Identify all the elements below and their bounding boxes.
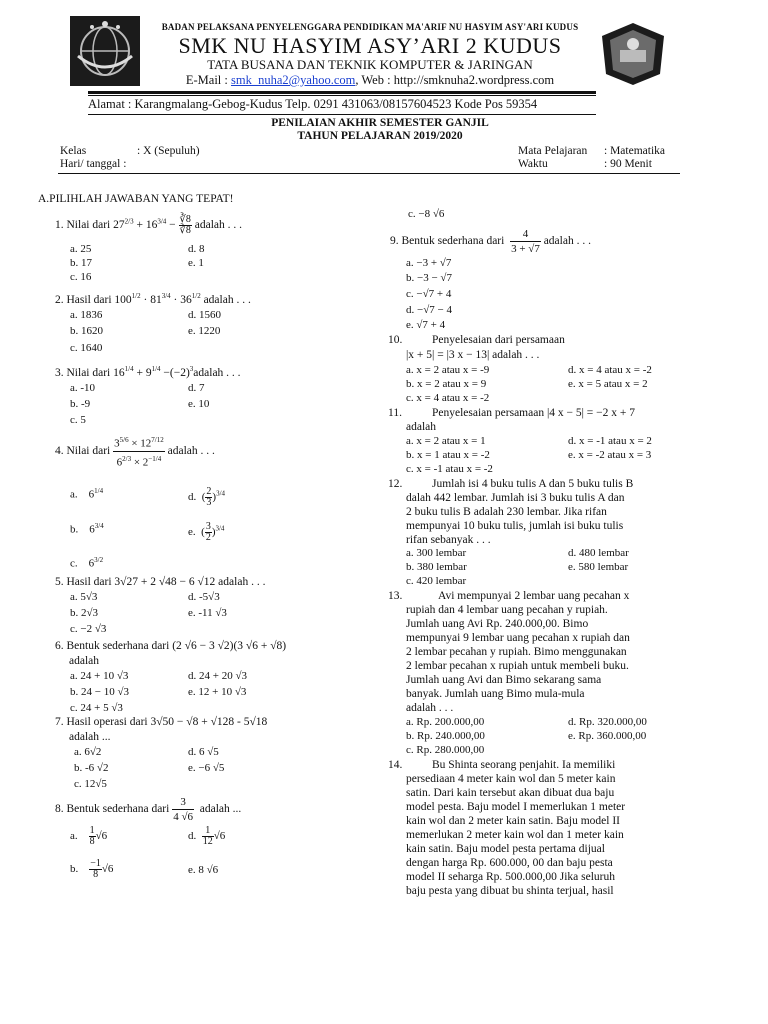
section-heading: A.PILIHLAH JAWABAN YANG TEPAT! (38, 193, 234, 205)
nu-logo (70, 16, 140, 86)
q9-fraction: $\frac{4}{3 + √7}$ (511, 228, 540, 255)
q4-option-b[interactable]: b. $6^{3/4}$ (70, 522, 104, 536)
q9-option-e[interactable]: e. √7 + 4 (406, 319, 446, 331)
q8-option-c[interactable]: c. −8 √6 (408, 208, 445, 220)
question-5: 5. Hasil dari 3√27 + 2 √48 − 6 √12 adalah . . . (55, 576, 266, 588)
q1-option-a[interactable]: a. 25 (70, 243, 92, 255)
address-divider (88, 114, 596, 115)
question-8-stem: 8. Bentuk sederhana dari (55, 803, 170, 816)
subject-value: : Matematika (604, 145, 665, 157)
question-8 (55, 795, 241, 824)
q8-option-e[interactable]: e. 8 √6 (188, 864, 219, 876)
q13-option-b[interactable]: b. Rp. 240.000,00 (406, 730, 485, 742)
website-text: , Web : http://smknuha2.wordpress.com (355, 73, 555, 87)
time-label: Waktu (518, 158, 548, 170)
subject-label: Mata Pelajaran (518, 145, 588, 157)
q12-option-b[interactable]: b. 380 lembar (406, 561, 467, 573)
q10-option-a[interactable]: a. x = 2 atau x = -9 (406, 364, 490, 376)
q4-option-c-label: c. (70, 557, 78, 570)
question-6: 6. Bentuk sederhana dari (2 √6 − 3 √2)(3 √6 + √8) (55, 640, 287, 652)
q1-option-b[interactable]: b. 17 (70, 257, 92, 269)
q7-option-a[interactable]: a. 6√2 (74, 746, 102, 758)
header-divider-top (88, 91, 596, 94)
q8-option-b-label: b. (70, 863, 79, 876)
question-10-line2: |x + 5| = |3 x − 13| adalah . . . (406, 349, 540, 361)
q2-option-e[interactable]: e. 1220 (188, 325, 221, 337)
q7-option-c[interactable]: c. 12√5 (74, 778, 107, 790)
q4-option-d[interactable]: d. ( $\frac{2}{3}$ )$^{3/4}$ (188, 486, 226, 508)
email-label: E-Mail : (185, 73, 232, 87)
q2-option-b[interactable]: b. 1620 (70, 325, 103, 337)
q2-option-d[interactable]: d. 1560 (188, 309, 221, 321)
question-13-number: 13. (388, 590, 403, 602)
time-value: : 90 Menit (604, 158, 652, 170)
question-4 (55, 433, 215, 469)
school-emblem-icon (600, 22, 666, 86)
q6-option-c[interactable]: c. 24 + 5 √3 (70, 702, 123, 714)
q12-option-c[interactable]: c. 420 lembar (406, 575, 467, 587)
q13-option-d[interactable]: d. Rp. 320.000,00 (568, 716, 647, 728)
question-2-tail: adalah . . . (203, 293, 251, 306)
question-11-line2: adalah (406, 421, 437, 433)
question-13-line7: Jumlah uang Avi dan Bimo sekarang sama (406, 674, 602, 686)
question-13-line9: adalah . . . (406, 702, 454, 714)
question-12-line1: Jumlah isi 4 buku tulis A dan 5 buku tulis B (432, 478, 634, 490)
q12-option-e[interactable]: e. 580 lembar (568, 561, 629, 573)
q4-option-d-label: d. (188, 491, 197, 504)
q9-option-b[interactable]: b. −3 − √7 (406, 272, 452, 284)
q3-option-a[interactable]: a. -10 (70, 382, 96, 394)
q10-option-e[interactable]: e. x = 5 atau x = 2 (568, 378, 648, 390)
question-9 (390, 227, 591, 256)
question-3-stem: 3. Nilai dari (55, 366, 111, 379)
question-14-line7: kain satin. Baju model pesta pertama dijual (406, 843, 605, 855)
exam-title: PENILAIAN AKHIR SEMESTER GANJIL (271, 117, 489, 129)
question-9-tail: adalah . . . (543, 235, 591, 248)
question-13-line6: 2 lembar pecahan x rupiah untuk membeli buku. (406, 660, 629, 672)
question-14-line6: memerlukan 2 meter kain wol dan 1 meter kain (406, 829, 624, 841)
question-14-line10: baju pesta yang dibuat bu shinta terjual, hasil (406, 885, 614, 897)
question-10-number: 10. (388, 334, 403, 346)
q8-option-a[interactable]: a. $\frac{1}{8}$ √6 (70, 825, 108, 847)
q2-option-c[interactable]: c. 1640 (70, 342, 103, 354)
q4-fraction: $\frac{3^{5/6} \times 12^{7/12}}{6^{2/3} \times 2^{-1/4}}$ (113, 433, 165, 469)
question-13-line1: Avi mempunyai 2 lembar uang pecahan x (438, 590, 630, 602)
question-11-number: 11. (388, 407, 402, 419)
q9-option-d[interactable]: d. −√7 − 4 (406, 304, 452, 316)
q7-option-b[interactable]: b. -6 √2 (74, 762, 109, 774)
q9-option-a[interactable]: a. −3 + √7 (406, 257, 452, 269)
q6-option-d[interactable]: d. 24 + 20 √3 (188, 670, 247, 682)
question-2-stem: 2. Hasil dari (55, 293, 112, 306)
q5-option-e[interactable]: e. -11 √3 (188, 607, 227, 619)
question-1-stem: 1. Nilai dari 27 (55, 219, 125, 232)
q11-option-e[interactable]: e. x = -2 atau x = 3 (568, 449, 652, 461)
q6-option-e[interactable]: e. 12 + 10 √3 (188, 686, 247, 698)
question-11: Penyelesaian persamaan |4 x − 5| = −2 x + 7 (432, 407, 635, 419)
question-2: 2. Hasil dari $100^{1/2} \cdot 81^{3/4} \cdot 36^{1/2}$ adalah . . . (55, 292, 251, 306)
q4-option-b-label: b. (70, 523, 79, 536)
question-4-stem: 4. Nilai dari (55, 444, 111, 457)
q13-option-a[interactable]: a. Rp. 200.000,00 (406, 716, 485, 728)
q5-option-a[interactable]: a. 5√3 (70, 591, 98, 603)
question-13-line2: rupiah dan 4 lembar uang pecahan y rupiah. (406, 604, 608, 616)
question-3-tail: adalah . . . (193, 366, 241, 379)
question-14-line4: model pesta. Baju model I memerlukan 1 meter (406, 801, 626, 813)
question-12-line5: rifan sebanyak . . . (406, 534, 491, 546)
question-1: 1. Nilai dari $27^{2/3} + 16^{3/4}$ − $\frac{∛8}{∛8}$ adalah . . . (55, 214, 243, 236)
q13-option-e[interactable]: e. Rp. 360.000,00 (568, 730, 647, 742)
school-programs: TATA BUSANA DAN TEKNIK KOMPUTER & JARINGAN (207, 57, 533, 72)
q7-option-e[interactable]: e. −6 √5 (188, 762, 225, 774)
question-12-line4: mempunyai 10 buku tulis, jumlah isi buku tulis (406, 520, 624, 532)
question-14-line3: satin. Dari kain tersebut akan dibuat dua baju (406, 787, 615, 799)
date-label: Hari/ tanggal : (60, 158, 127, 170)
q10-option-c[interactable]: c. x = 4 atau x = -2 (406, 392, 490, 404)
q3-option-b[interactable]: b. -9 (70, 398, 91, 410)
q1-option-c[interactable]: c. 16 (70, 271, 92, 283)
header-divider-bottom (88, 95, 596, 96)
q1-fraction: $\frac{∛8}{∛8}$ (179, 214, 191, 236)
question-6-line2: adalah (69, 655, 100, 667)
q8-option-d-label: d. (188, 830, 197, 843)
q3-option-c[interactable]: c. 5 (70, 414, 86, 426)
question-7: 7. Hasil operasi dari 3√50 − √8 + √128 - 5√18 (55, 716, 268, 728)
q10-option-d[interactable]: d. x = 4 atau x = -2 (568, 364, 652, 376)
class-value: : X (Sepuluh) (137, 145, 200, 157)
class-label: Kelas (60, 145, 87, 157)
question-4-tail: adalah . . . (167, 444, 215, 457)
question-13-line5: 2 lembar pecahan y rupiah. Bimo menggunakan (406, 646, 627, 658)
question-13-line4: mempunyai 9 lembar uang pecahan x rupiah dan (406, 632, 630, 644)
q8-fraction: $\frac{3}{4 √6}$ (173, 796, 193, 823)
question-7-line2: adalah ... (69, 731, 111, 743)
q2-option-a[interactable]: a. 1836 (70, 309, 103, 321)
school-name: SMK NU HASYIM ASY’ARI 2 KUDUS (178, 33, 562, 58)
question-12-line2: dalah 442 lembar. Jumlah isi 3 buku tulis A dan (406, 492, 625, 504)
q8-option-a-label: a. (70, 830, 78, 843)
q11-option-c[interactable]: c. x = -1 atau x = -2 (406, 463, 493, 475)
q4-option-a[interactable]: a. $6^{1/4}$ (70, 487, 104, 501)
q3-option-d[interactable]: d. 7 (188, 382, 205, 394)
info-divider (58, 173, 680, 174)
q4-option-e-label: e. (188, 526, 196, 539)
q4-option-e[interactable]: e. ( $\frac{3}{2}$ )$^{3/4}$ (188, 521, 225, 543)
question-14-line8: dengan harga Rp. 600.000, 00 dan baju pesta (406, 857, 613, 869)
question-10: Penyelesaian dari persamaan (432, 334, 565, 346)
school-contact (140, 73, 600, 88)
q4-option-a-label: a. (70, 488, 78, 501)
question-14-line9: model II seharga Rp. 500.000,00 Jika seluruh (406, 871, 615, 883)
q4-option-c[interactable]: c. $6^{3/2}$ (70, 556, 104, 570)
nu-globe-icon (70, 16, 140, 86)
q5-option-b[interactable]: b. 2√3 (70, 607, 99, 619)
q10-option-b[interactable]: b. x = 2 atau x = 9 (406, 378, 487, 390)
organization-name: BADAN PELAKSANA PENYELENGGARA PENDIDIKAN MA'ARIF NU HASYIM ASY'ARI KUDUS (161, 22, 579, 32)
q12-option-d[interactable]: d. 480 lembar (568, 547, 629, 559)
q8-option-b[interactable]: b. $\frac{-1}{8}$ √6 (70, 858, 114, 880)
q9-option-c[interactable]: c. −√7 + 4 (406, 288, 452, 300)
question-12-line3: 2 buku tulis B adalah 230 lembar. Jika rifan (406, 506, 607, 518)
q11-option-d[interactable]: d. x = -1 atau x = 2 (568, 435, 652, 447)
question-12-number: 12. (388, 478, 403, 490)
question-1-tail: adalah . . . (194, 219, 243, 232)
school-logo (600, 22, 666, 86)
q12-option-a[interactable]: a. 300 lembar (406, 547, 467, 559)
question-14-line2: persediaan 4 meter kain wol dan 5 meter kain (406, 773, 616, 785)
question-14-number: 14. (388, 759, 403, 771)
q3-option-e[interactable]: e. 10 (188, 398, 210, 410)
q5-option-c[interactable]: c. −2 √3 (70, 623, 107, 635)
q6-option-a[interactable]: a. 24 + 10 √3 (70, 670, 129, 682)
q1-option-e[interactable]: e. 1 (188, 257, 204, 269)
question-3: 3. Nilai dari $16^{1/4} + 9^{1/4}$ $-(-2)^3adalah$ . . . (55, 365, 241, 379)
school-address: Alamat : Karangmalang-Gebog-Kudus Telp. 0291 431063/08157604523 Kode Pos 59354 (88, 97, 538, 111)
question-14-line1: Bu Shinta seorang penjahit. Ia memiliki (432, 759, 616, 771)
q11-option-b[interactable]: b. x = 1 atau x = -2 (406, 449, 490, 461)
q11-option-a[interactable]: a. x = 2 atau x = 1 (406, 435, 486, 447)
question-13-line3: Jumlah uang Avi Rp. 240.000,00. Bimo (406, 618, 589, 630)
exam-year: TAHUN PELAJARAN 2019/2020 (297, 130, 463, 142)
q6-option-b[interactable]: b. 24 − 10 √3 (70, 686, 129, 698)
q8-option-d[interactable]: d. $\frac{1}{12}$ √6 (188, 825, 226, 847)
q5-option-d[interactable]: d. -5√3 (188, 591, 220, 603)
question-9-stem: 9. Bentuk sederhana dari (390, 235, 505, 248)
q7-option-d[interactable]: d. 6 √5 (188, 746, 219, 758)
q13-option-c[interactable]: c. Rp. 280.000,00 (406, 744, 485, 756)
email-link[interactable]: smk_nuha2@yahoo.com (231, 73, 356, 87)
question-13-line8: banyak. Jumlah uang Bimo mula-mula (406, 688, 585, 700)
question-8-tail: adalah ... (199, 803, 242, 816)
q1-option-d[interactable]: d. 8 (188, 243, 205, 255)
question-14-line5: kain wol dan 2 meter kain satin. Baju model II (406, 815, 620, 827)
